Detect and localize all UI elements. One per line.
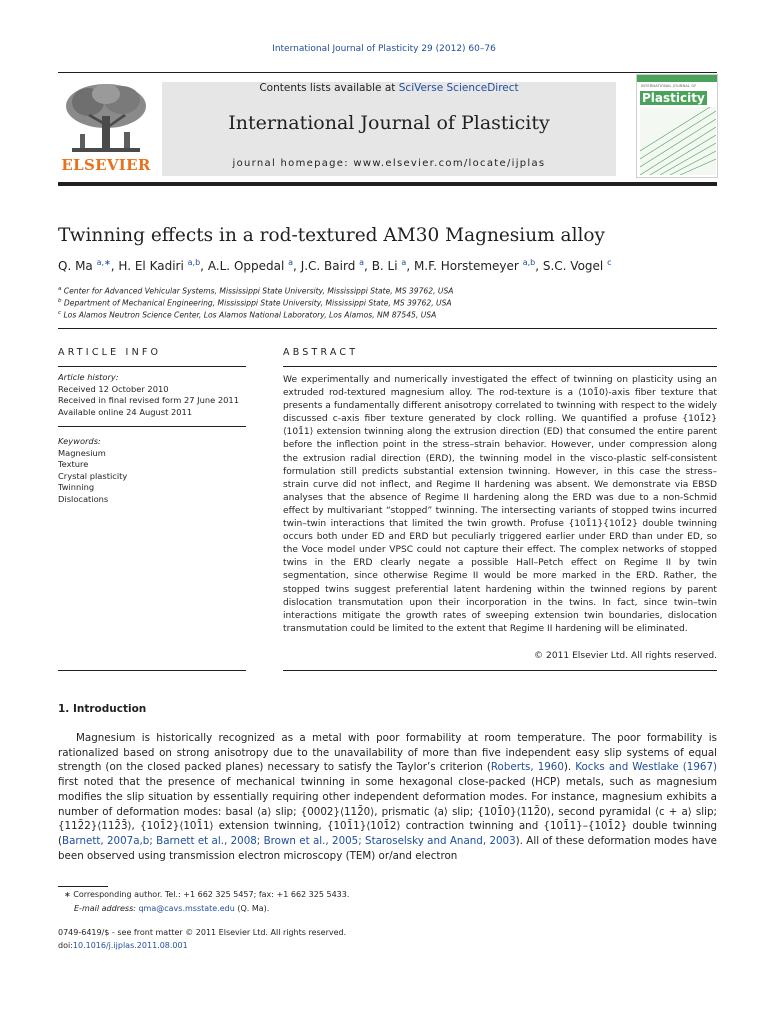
keyword: Crystal plasticity <box>58 470 128 481</box>
online-date: Available online 24 August 2011 <box>58 406 193 417</box>
email-note: E-mail address: qma@cavs.msstate.edu (Q. Ma). <box>74 904 270 913</box>
article-history <box>58 372 258 418</box>
cover-artwork <box>640 107 716 175</box>
keyword: Magnesium <box>58 447 106 458</box>
author[interactable]: S.C. Vogel $^c$ <box>542 258 612 273</box>
keyword: Dislocations <box>58 493 109 504</box>
abstract-heading: ABSTRACT <box>283 347 359 358</box>
affiliation-c: $^c$ Los Alamos Neutron Science Center, Los Alamos National Laboratory, Los Alamos, NM 87545, USA <box>58 310 437 320</box>
header-thick-rule <box>58 182 717 186</box>
cover-supertitle: INTERNATIONAL JOURNAL OF <box>641 84 697 88</box>
author[interactable]: M.F. Horstemeyer $^{a,b}$, <box>413 258 543 273</box>
keywords-rule <box>58 426 246 427</box>
contents-prefix: Contents lists available at <box>259 82 399 94</box>
author[interactable]: H. El Kadiri $^{a,b}$, <box>118 258 208 273</box>
article-info-bottom-rule <box>58 670 246 671</box>
author[interactable]: A.L. Oppedal $^a$, <box>207 258 301 273</box>
author-list <box>58 258 612 273</box>
journal-cover-thumbnail <box>636 74 718 178</box>
section-heading-introduction: 1. Introduction <box>58 703 147 715</box>
cover-top-bar <box>637 75 717 82</box>
history-label: Article history: <box>58 372 119 382</box>
keyword: Texture <box>58 459 89 470</box>
author[interactable]: B. Li $^a$, <box>371 258 414 273</box>
author[interactable]: Q. Ma $^{a,∗}$, <box>58 258 119 273</box>
publisher-wordmark: ELSEVIER <box>61 156 151 174</box>
keywords <box>58 436 258 506</box>
cover-journal-name: Plasticity <box>642 91 705 105</box>
keywords-label: Keywords: <box>58 436 101 446</box>
corresponding-author-note: ∗ Corresponding author. Tel.: +1 662 325 5457; fax: +1 662 325 5433. <box>64 890 350 899</box>
introduction-paragraph: Magnesium is historically recognized as a metal with poor formability at room temperature. The poor formability is rationalized based on strong anisotropy due to the unavailability of more than five independent easy slip systems of equal strength (on the closed packed planes) necessary to satisfy the Taylor’s criterion (Roberts, 1960). Kocks and Westlake (1967) first noted that the presence of mechanical twinning in some hexagonal close-packed (HCP) metals, such as magnesium modifies the slip situation by essentially requiring other independent deformation modes. For instance, magnesium exhibits a number of deformation modes: basal ⟨a⟩ slip; {0002}⟨112̄0⟩, prismatic ⟨a⟩ slip; {101̄0}⟨112̄0⟩, second pyramidal ⟨c + a⟩ slip; {112̄2}⟨112̄3̄⟩, {101̄2}⟨101̄1⟩ extension twinning, {101̄1}⟨101̄2⟩ contraction twinning and {101̄1}–{101̄2} double twinning (Barnett, 2007a,b; Barnett et al., 2008; Brown et al., 2005; Staroselsky and Anand, 2003). All of these deformation modes have been observed using transmission electron microscopy (TEM) or/and electron <box>58 732 718 862</box>
article-info-heading: ARTICLE INFO <box>58 347 162 358</box>
journal-homepage[interactable]: journal homepage: www.elsevier.com/locate/ijplas <box>232 158 546 169</box>
journal-title: International Journal of Plasticity <box>228 112 550 134</box>
footnote-rule <box>58 886 108 887</box>
article-info-rule <box>58 366 246 367</box>
ref-kocks-westlake-1967[interactable]: Kocks and Westlake (1967) <box>575 761 718 774</box>
abstract-text: We experimentally and numerically investigated the effect of twinning on plasticity using an extruded rod-textured magnesium alloy. The rod-texture is a ⟨101̄0⟩-axis fiber texture that presents a fundamentally different anisotropy correlated to twinning with respect to the widely discussed c-axis fiber texture generated by clock rolling. We quantified a profuse {101̄2}⟨101̄1⟩ extension twinning along the extrusion direction (ED) that consumed the entire parent before the inflection point in the stress–strain behavior. However, under compression along the extrusion radial direction (ERD), the twinning model in the visco-plastic self-consistent formulation still predicts substantial extension twinning. However, in this case the stress–strain curve did not inflect, and Regime II hardening was absent. We demonstrate via EBSD analyses that the absence of Regime II hardening along the ERD was due to a non-Schmid effect by multivariant “stopped” twinning. The intersecting variants of stopped twins incurred twin–twin interactions that limited the twin growth. Profuse {101̄1}{101̄2} double twinning occurs both under ED and ERD but peculiarly triggered earlier under ERD than under ED, so the Voce model under VPSC could not capture their effect. The complex networks of stopped twins in the ERD clearly negate a possible Hall–Petch effect on Regime II by twin segmentation, since otherwise Regime II would be more marked in the ERD. Rather, the stopped twins suggest preferential latent hardening within the twinned regions by parent dislocation transmutation upon their incorporation in the twins. In fact, since twin–twin interactions mitigate the growth rates of sweeping extension twin boundaries, dislocation transmutation could be limited to the extent that Regime II hardening will be eliminated. <box>283 375 717 634</box>
keyword: Twinning <box>58 482 95 493</box>
header-top-rule <box>58 72 717 73</box>
doi-line: doi:10.1016/j.ijplas.2011.08.001 <box>58 941 188 950</box>
sciencedirect-link[interactable]: SciVerse ScienceDirect <box>398 82 519 94</box>
author-email-link[interactable]: qma@cavs.msstate.edu <box>138 904 235 913</box>
author[interactable]: J.C. Baird $^a$, <box>300 258 372 273</box>
affiliation-rule <box>58 328 717 329</box>
abstract-rule <box>283 366 717 367</box>
affiliation-b: $^b$ Department of Mechanical Engineering, Mississippi State University, Mississippi State, MS 39762, USA <box>58 298 452 308</box>
abstract-bottom-rule <box>283 670 717 671</box>
contents-line <box>162 82 616 94</box>
affiliation-a: $^a$ Center for Advanced Vehicular Systems, Mississippi State University, Mississippi State, MS 39762, USA <box>58 286 454 296</box>
doi-link[interactable]: 10.1016/j.ijplas.2011.08.001 <box>72 941 188 950</box>
article-title: Twinning effects in a rod-textured AM30 Magnesium alloy <box>58 225 606 246</box>
ref-roberts-1960[interactable]: Roberts, 1960 <box>490 761 564 774</box>
journal-citation[interactable]: International Journal of Plasticity 29 (2012) 60–76 <box>272 44 496 54</box>
received-date: Received 12 October 2010 <box>58 383 169 394</box>
issn-line: 0749-6419/$ - see front matter © 2011 Elsevier Ltd. All rights reserved. <box>58 928 347 937</box>
revised-date: Received in final revised form 27 June 2011 <box>58 395 239 406</box>
ref-barnett-group[interactable]: Barnett, 2007a,b; Barnett et al., 2008; Brown et al., 2005; Staroselsky and Anand, 2003 <box>62 834 516 847</box>
abstract-copyright: © 2011 Elsevier Ltd. All rights reserved. <box>534 651 717 661</box>
